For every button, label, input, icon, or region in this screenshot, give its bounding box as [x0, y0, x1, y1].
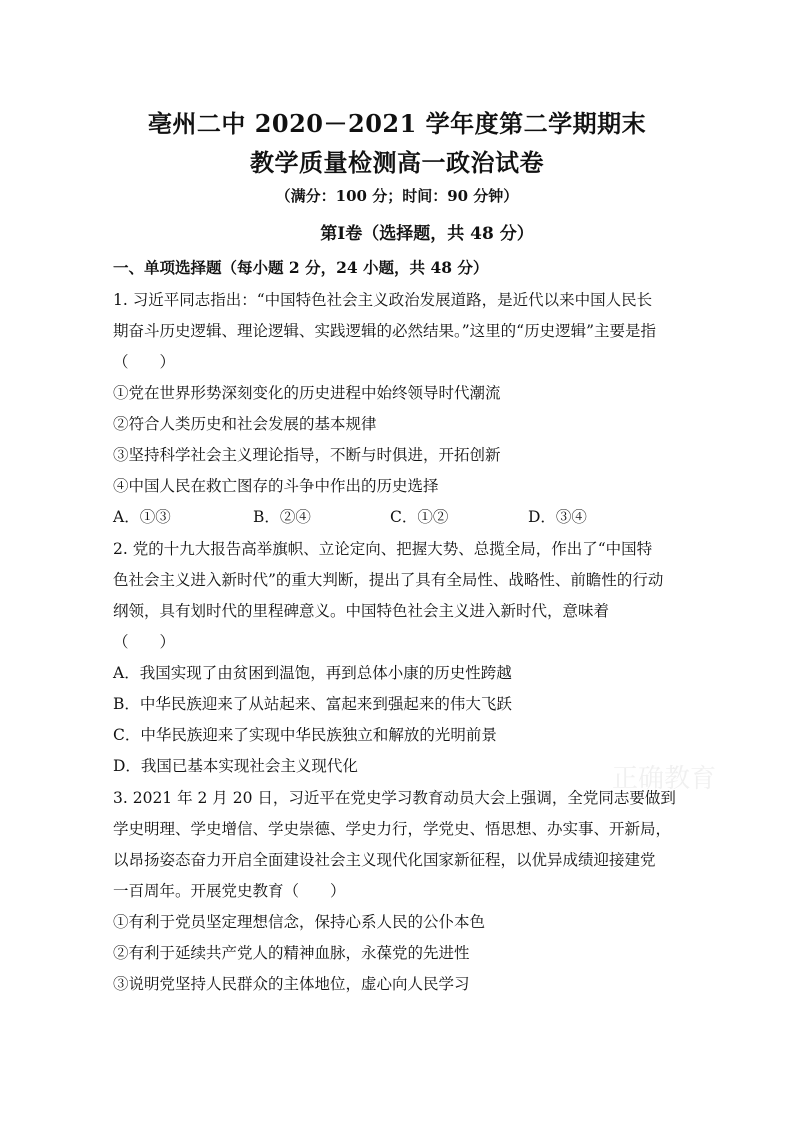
score-time-note: （满分：100 分；时间：90 分钟） [275, 187, 519, 205]
q1-option-c: C．①② [390, 508, 449, 526]
q1-item: ③坚持科学社会主义理论指导，不断与时俱进，开拓创新 [113, 446, 501, 464]
section-title: 一、单项选择题（每小题 2 分，24 小题，共 48 分） [113, 258, 489, 277]
q2-option-c: C．中华民族迎来了实现中华民族独立和解放的光明前景 [113, 726, 497, 744]
q3-stem-line: 一百周年。开展党史教育（ ） [113, 882, 346, 900]
part-title: 第Ⅰ卷（选择题，共 48 分） [320, 224, 534, 244]
q3-item: ③说明党坚持人民群众的主体地位，虚心向人民学习 [113, 975, 470, 993]
q1-item: ④中国人民在救亡图存的斗争中作出的历史选择 [113, 477, 439, 495]
q2-stem-line: 色社会主义进入新时代”的重大判断，提出了具有全局性、战略性、前瞻性的行动 [113, 571, 664, 589]
q2-option-a: A．我国实现了由贫困到温饱，再到总体小康的历史性跨越 [113, 664, 512, 682]
q2-option-b: B．中华民族迎来了从站起来、富起来到强起来的伟大飞跃 [113, 695, 512, 713]
q1-item: ②符合人类历史和社会发展的基本规律 [113, 415, 377, 433]
q2-stem-line: （ ） [113, 633, 176, 651]
q3-stem-line: 以昂扬姿态奋力开启全面建设社会主义现代化国家新征程，以优异成绩迎接建党 [113, 851, 656, 869]
q1-item: ①党在世界形势深刻变化的历史进程中始终领导时代潮流 [113, 384, 501, 402]
q2-option-d: D．我国已基本实现社会主义现代化 [113, 757, 358, 775]
q2-stem-line: 2. 党的十九大报告高举旗帜、立论定向、把握大势、总揽全局，作出了“中国特 [113, 540, 653, 558]
q2-stem-line: 纲领，具有划时代的里程碑意义。中国特色社会主义进入新时代，意味着 [113, 602, 610, 620]
q1-stem-line: 1. 习近平同志指出：“中国特色社会主义政治发展道路，是近代以来中国人民长 [113, 291, 653, 309]
q3-stem-line: 3. 2021 年 2 月 20 日，习近平在党史学习教育动员大会上强调，全党同志要做到 [113, 789, 676, 807]
q1-stem-line: 期奋斗历史逻辑、理论逻辑、实践逻辑的必然结果。”这里的“历史逻辑”主要是指 [113, 322, 657, 340]
q3-item: ①有利于党员坚定理想信念，保持心系人民的公仆本色 [113, 913, 486, 931]
q1-option-b: B．②④ [253, 508, 311, 526]
q1-stem-line: （ ） [113, 353, 176, 371]
q1-option-a: A．①③ [113, 508, 171, 526]
q3-stem-line: 学史明理、学史增信、学史崇德、学史力行，学党史、悟思想、办实事、开新局， [113, 820, 672, 838]
q3-item: ②有利于延续共产党人的精神血脉，永葆党的先进性 [113, 944, 470, 962]
q1-option-d: D．③④ [528, 508, 587, 526]
exam-title-line-1: 亳州二中 2020－2021 学年度第二学期期末 [147, 109, 647, 138]
watermark: 正确教育 [612, 764, 717, 794]
exam-title-line-2: 教学质量检测高一政治试卷 [250, 148, 544, 177]
